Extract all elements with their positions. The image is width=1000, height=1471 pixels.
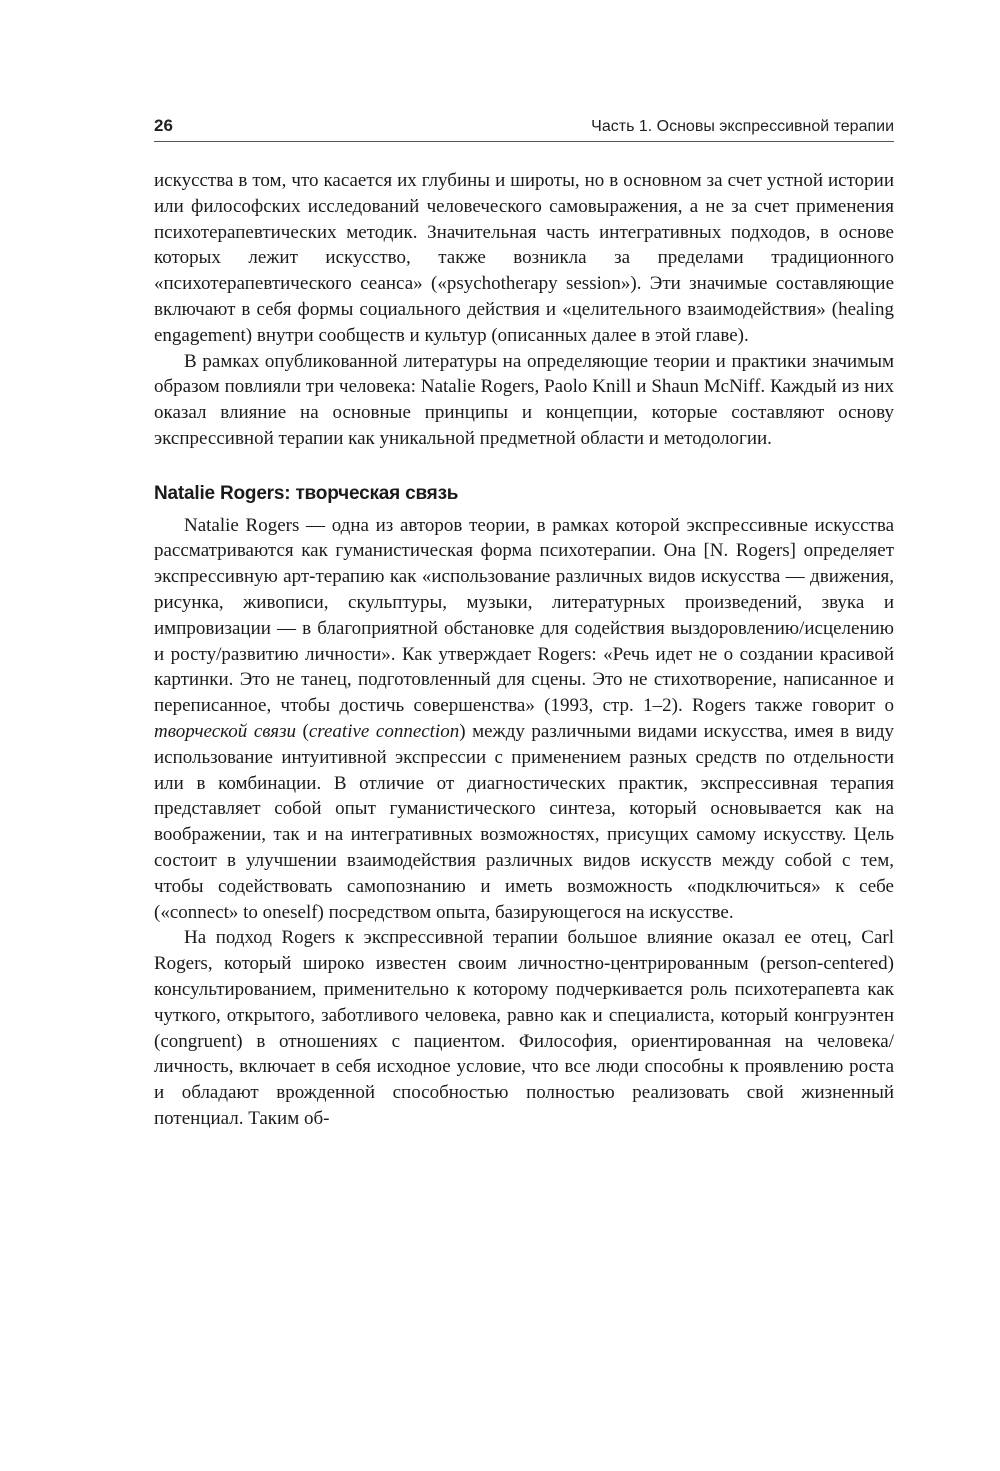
book-page xyxy=(154,116,894,1132)
paragraph-4: На подход Rogers к экспрессивной терапии большое влияние оказал ее отец, Carl Rogers, который широко известен своим личностно-центрированным (person-centered) консультированием, применительно к которому подчеркивается роль психотерапевта как чуткого, открытого, заботливого человека, равно как и специалиста, который конгруэнтен (congruent) в отношениях с пациентом. Философия, ориентированная на человека/личность, включает в себя исходное условие, что все люди способны к проявлению роста и обладают врожденной способностью полностью реализовать свой жизненный потенциал. Таким об- xyxy=(154,927,894,1129)
running-header xyxy=(154,116,894,142)
paragraph-2: В рамках опубликованной литературы на определяющие теории и практики значимым образом повлияли три человека: Natalie Rogers, Paolo Knill и Shaun McNiff. Каждый из них оказал влияние на основные принципы и концепции, которые составляют основу экспрессивной терапии как уникальной предметной области и методологии. xyxy=(154,350,894,449)
paragraph-3-italic-term-ru: творческой связи xyxy=(154,720,297,742)
running-title: Часть 1. Основы экспрессивной терапии xyxy=(591,118,894,135)
paragraph-3-text-b: ( xyxy=(296,720,309,742)
paragraph-3-italic-term-en: creative connection xyxy=(308,720,460,742)
body-text xyxy=(154,168,894,1132)
paragraph-3 xyxy=(154,513,894,926)
section-heading: Natalie Rogers: творческая связь xyxy=(154,482,459,504)
page-number: 26 xyxy=(154,116,173,135)
paragraph-3-text-a: Natalie Rogers — одна из авторов теории, в рамках которой экспрессивные искусства рассматриваются как гуманистическая форма психотерапии. Она [N. Rogers] определяет экспрессивную арт-терапию как «использование различных видов искусства — движения, рисунка, живописи, скульптуры, музыки, литературных произведений, звука и импровизации — в благоприятной обстановке для содействия выздоровлению/исцелению и росту/развитию личности». Как утверждает Rogers: «Речь идет не о создании красивой картинки. Это не танец, подготовленный для сцены. Это не стихотворение, написанное и переписанное, чтобы достичь совершенства» (1993, стр. 1–2). Rogers также говорит о xyxy=(154,514,894,717)
paragraph-3-text-c: ) между различными видами искусства, имея в виду использование интуитивной экспрессии с применением разных средств по отдельности или в комбинации. В отличие от диагностических практик, экспрессивная терапия представляет собой опыт гуманистического синтеза, который основывается как на воображении, так и на интегративных возможностях, присущих самому искусству. Цель состоит в улучшении взаимодействия различных видов искусств между собой с тем, чтобы содействовать самопознанию и иметь возможность «подключиться» к себе («connect» to oneself) посредством опыта, базирующегося на искусстве. xyxy=(154,720,894,923)
paragraph-1: искусства в том, что касается их глубины и широты, но в основном за счет устной истории или философских исследований человеческого самовыражения, а не за счет применения психотерапевтических методик. Значительная часть интегративных подходов, в основе которых лежит искусство, также возникла за пределами традиционного «психотерапевтического сеанса» («psychotherapy session»). Эти значимые составляющие включают в себя формы социального действия и «целительного взаимодействия» (healing engagement) внутри сообществ и культур (описанных далее в этой главе). xyxy=(154,170,894,346)
